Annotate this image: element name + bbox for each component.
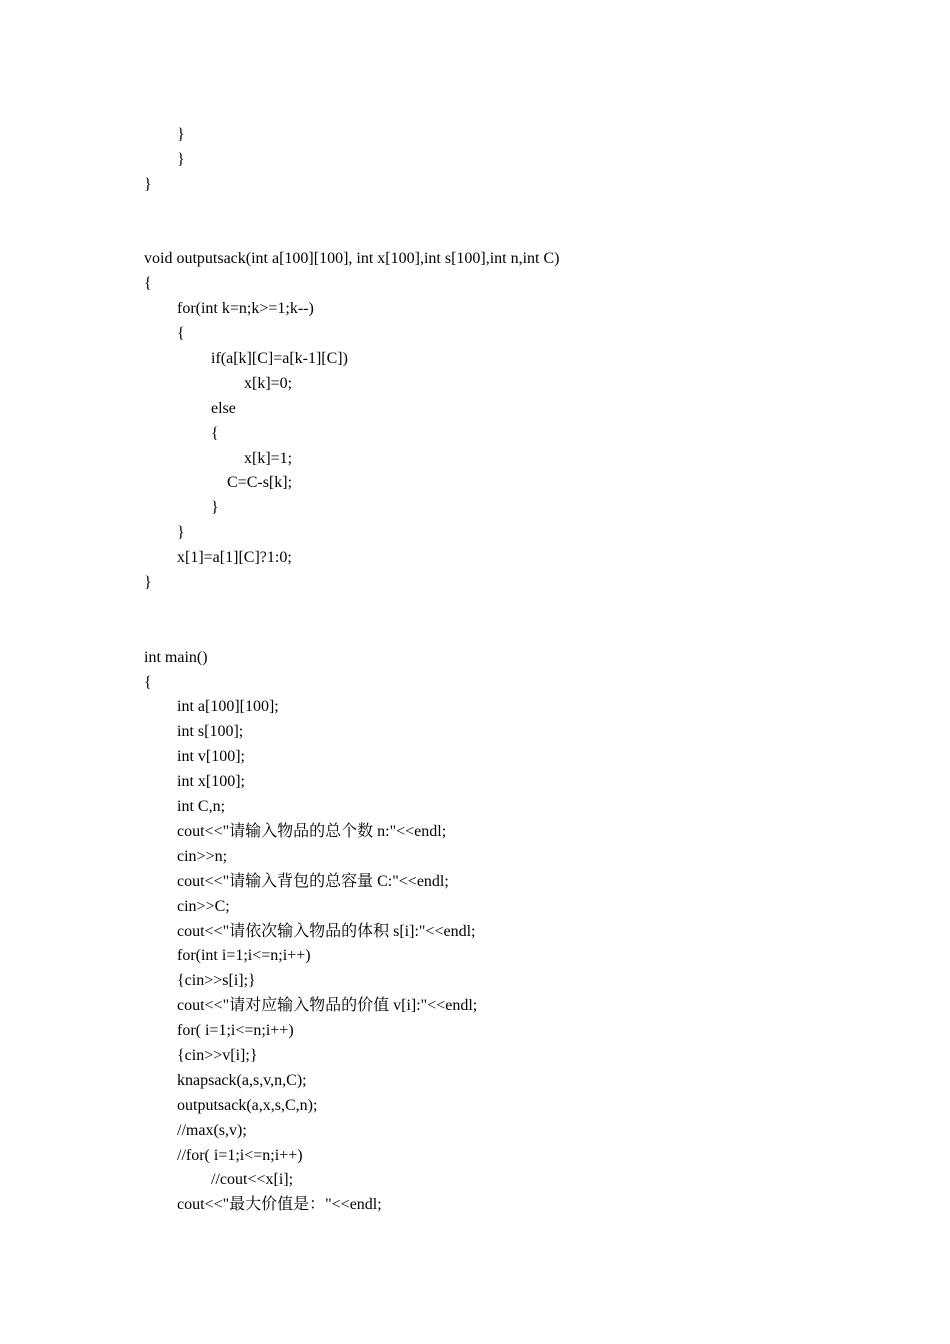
code-line: int main() [144, 648, 208, 666]
code-line: cout<<"请依次输入物品的体积 s[i]:"<<endl; [177, 922, 476, 940]
code-line: } [177, 150, 185, 168]
code-line: x[1]=a[1][C]?1:0; [177, 549, 292, 567]
code-line: { [211, 424, 219, 442]
code-line: cout<<"请输入物品的总个数 n:"<<endl; [177, 822, 447, 840]
code-listing [144, 123, 904, 1218]
code-line: int a[100][100]; [177, 698, 279, 716]
code-line: } [211, 499, 219, 517]
code-line: } [144, 175, 152, 193]
code-line: cout<<"请输入背包的总容量 C:"<<endl; [177, 872, 449, 890]
code-line: knapsack(a,s,v,n,C); [177, 1071, 307, 1089]
code-line: //for( i=1;i<=n;i++) [177, 1146, 303, 1164]
code-line: void outputsack(int a[100][100], int x[100],int s[100],int n,int C) [144, 250, 560, 268]
code-line [144, 198, 904, 223]
code-line: {cin>>s[i];} [177, 972, 256, 990]
code-line: else [211, 399, 236, 417]
code-line: cout<<"请对应输入物品的价值 v[i]:"<<endl; [177, 997, 478, 1015]
code-line: {cin>>v[i];} [177, 1046, 258, 1064]
code-line: { [144, 673, 152, 691]
code-line: int x[100]; [177, 773, 245, 791]
code-line: { [177, 325, 185, 343]
code-line: C=C-s[k]; [227, 474, 293, 492]
code-line: cin>>n; [177, 847, 228, 865]
code-line [144, 596, 904, 621]
code-line [144, 621, 904, 646]
code-line: } [177, 524, 185, 542]
code-line [144, 223, 904, 248]
code-line: x[k]=0; [244, 374, 293, 392]
code-line: int s[100]; [177, 723, 244, 741]
code-line: { [144, 275, 152, 293]
code-line: //max(s,v); [177, 1121, 247, 1139]
code-line: cout<<"最大价值是："<<endl; [177, 1196, 382, 1214]
code-line: int C,n; [177, 798, 226, 816]
code-line: //cout<<x[i]; [211, 1171, 294, 1189]
code-line: x[k]=1; [244, 449, 293, 467]
code-line: cin>>C; [177, 897, 230, 915]
code-line: if(a[k][C]=a[k-1][C]) [211, 350, 348, 368]
code-line: } [144, 574, 152, 592]
code-line: for( i=1;i<=n;i++) [177, 1022, 294, 1040]
code-line: for(int k=n;k>=1;k--) [177, 300, 314, 318]
code-line: outputsack(a,x,s,C,n); [177, 1096, 318, 1114]
code-line: int v[100]; [177, 748, 245, 766]
code-line: } [177, 126, 185, 143]
code-line: for(int i=1;i<=n;i++) [177, 947, 311, 965]
